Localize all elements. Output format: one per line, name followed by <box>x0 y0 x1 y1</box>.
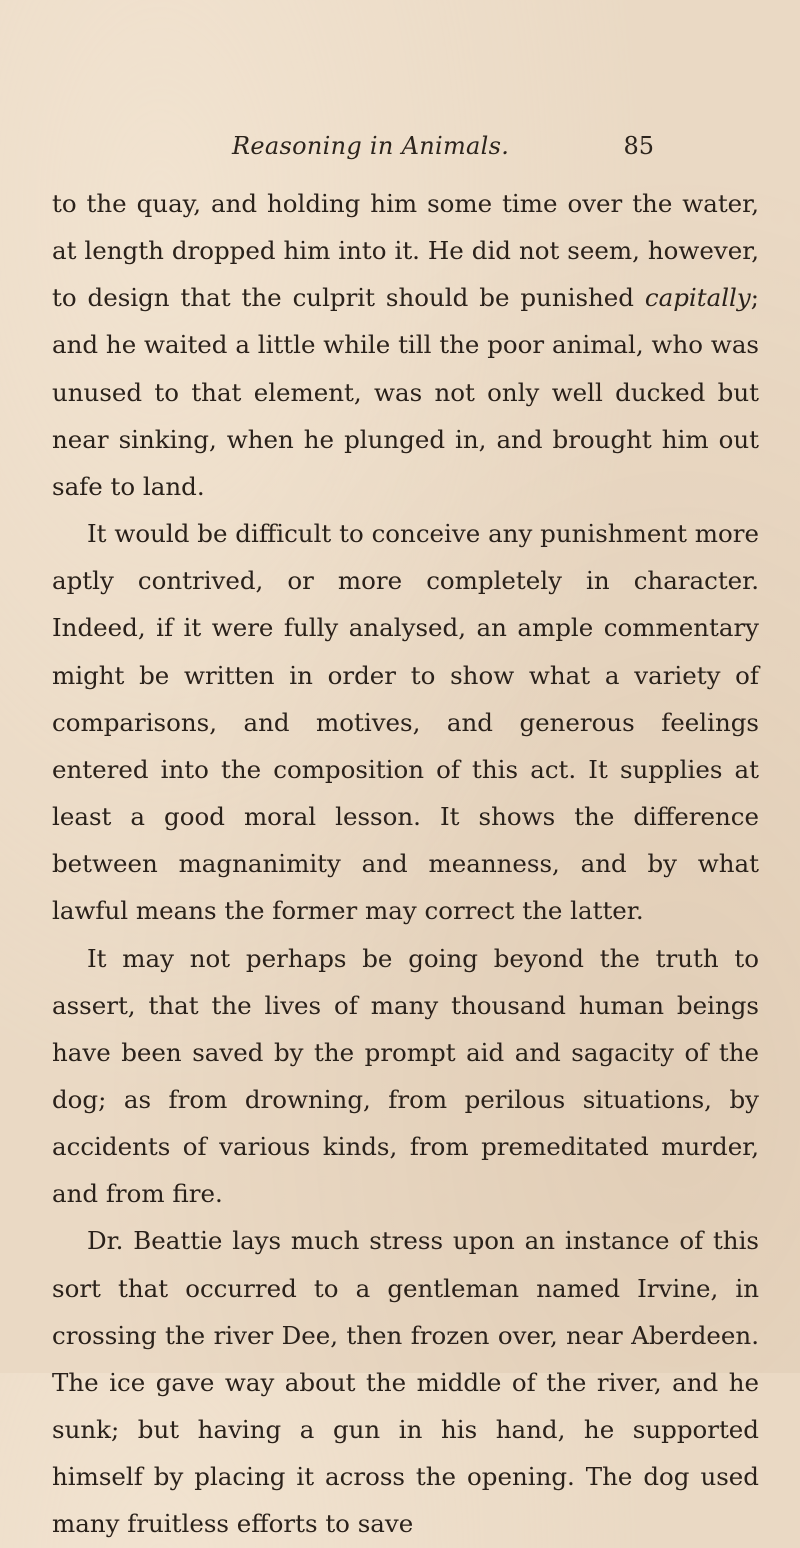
paragraph: It may not perhaps be going beyond the truth to assert, that the lives of many thousand human beings have been saved by the prompt aid and sagacity of the dog; as from drowning, from perilous situations, by accidents of various kinds, from premeditated murder, and from fire. <box>52 943 759 1209</box>
emphasized-word: capitally <box>644 283 751 313</box>
paragraph-continued <box>52 180 759 510</box>
body-text <box>52 180 759 1548</box>
paragraph: Dr. Beattie lays much stress upon an instance of this sort that occurred to a gentleman named Irvine, in crossing the river Dee, then frozen over, near Aberdeen. The ice gave way about the middle of the river, and he sunk; but having a gun in his hand, he supported himself by placing it across the opening. The dog used many fruitless efforts to save <box>52 1226 759 1539</box>
paragraph-text: to the quay, and holding him some time over the water, at length dropped him into it. He did not seem, however, to design that the culprit should be punished <box>52 189 759 313</box>
running-head <box>232 132 652 172</box>
paragraph: It would be difficult to conceive any punishment more aptly contrived, or more completely in character. Indeed, if it were fully analysed, an ample commentary might be written in order to show what a variety of comparisons, and motives, and generous feelings entered into the composition of this act. It supplies at least a good moral lesson. It shows the difference between magnanimity and meanness, and by what lawful means the former may correct the latter. <box>52 519 759 926</box>
page-number: 85 <box>623 132 654 160</box>
running-title: Reasoning in Animals. <box>232 132 510 160</box>
paragraph-text: ; and he waited a little while till the poor animal, who was unused to that element, was not only well ducked but near sinking, when he plunged in, and brought him out safe to land. <box>52 283 759 501</box>
